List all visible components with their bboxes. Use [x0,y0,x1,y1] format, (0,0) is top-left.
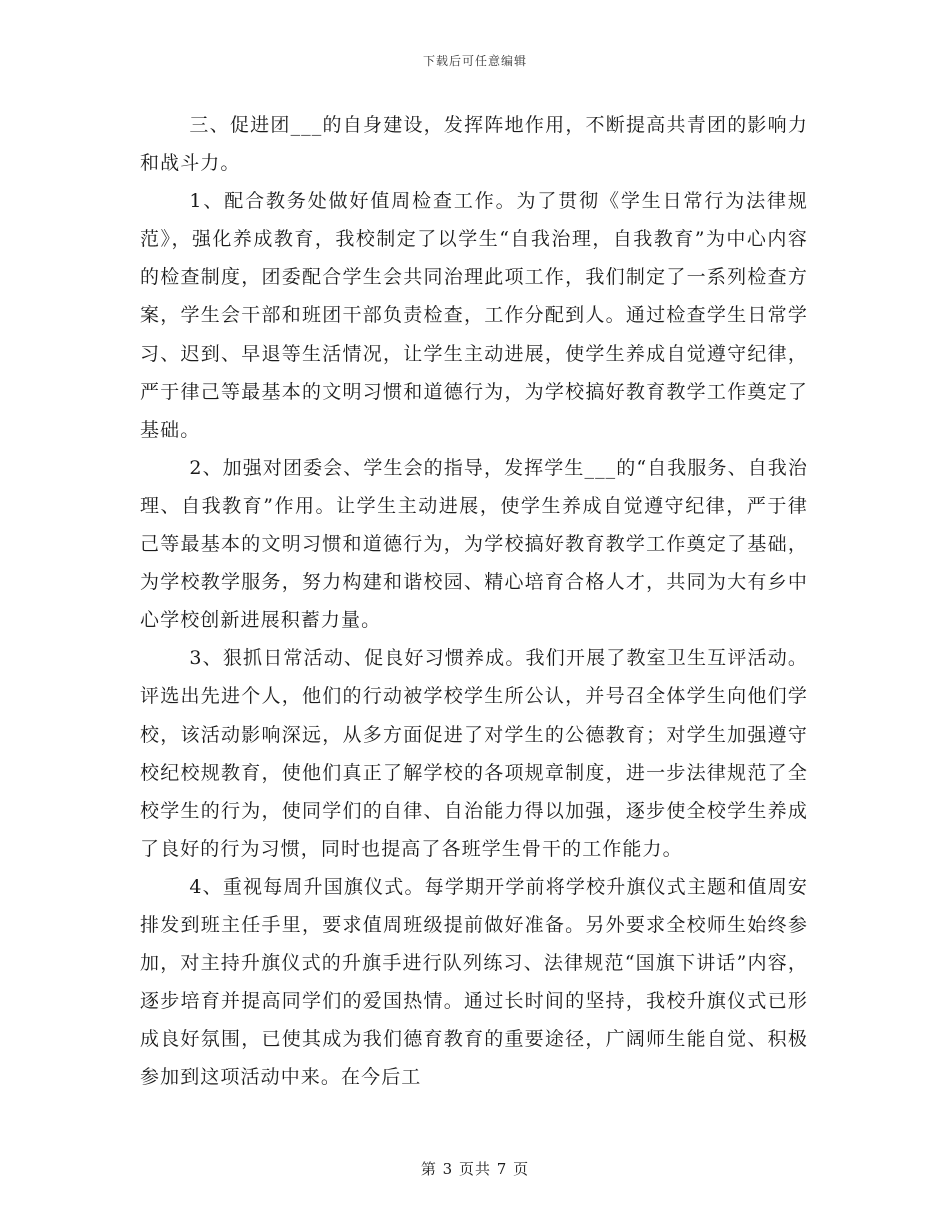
paragraph-item-4: 4、重视每周升国旗仪式。每学期开学前将学校升旗仪式主题和值周安排发到班主任手里，要求值周班级提前做好准备。另外要求全校师生始终参加，对主持升旗仪式的升旗手进行队列练习、法律规范“国旗下讲话”内容，逐步培育并提高同学们的爱国热情。通过长时间的坚持，我校升旗仪式已形成良好氛围，已使其成为我们德育教育的重要途径，广阔师生能自觉、积极参加到这项活动中来。在今后工 [140,875,808,1089]
paragraph-section-three: 三、促进团___的自身建设，发挥阵地作用，不断提高共青团的影响力和战斗力。 [140,114,808,175]
page-number-footer: 第 3 页共 7 页 [420,1160,530,1178]
paragraph-item-2: 2、加强对团委会、学生会的指导，发挥学生___的“自我服务、自我治理、自我教育”作用。让学生主动进展，使学生养成自觉遵守纪律，严于律己等最基本的文明习惯和道德行为，为学校搞好教育教学工作奠定了基础，为学校教学服务，努力构建和谐校园、精心培育合格人才，共同为大有乡中心学校创新进展积蓄力量。 [140,456,808,632]
paragraph-item-3: 3、狠抓日常活动、促良好习惯养成。我们开展了教室卫生互评活动。评选出先进个人，他们的行动被学校学生所公认，并号召全体学生向他们学校，该活动影响深远，从多方面促进了对学生的公德教育；对学生加强遵守校纪校规教育，使他们真正了解学校的各项规章制度，进一步法律规范了全校学生的行为，使同学们的自律、自治能力得以加强，逐步使全校学生养成了良好的行为习惯，同时也提高了各班学生骨干的工作能力。 [140,647,808,860]
document-body [140,106,808,1096]
paragraph-item-1: 1、配合教务处做好值周检查工作。为了贯彻《学生日常行为法律规范》，强化养成教育，我校制定了以学生“自我治理，自我教育”为中心内容的检查制度，团委配合学生会共同治理此项工作，我们制定了一系列检查方案，学生会干部和班团干部负责检查，工作分配到人。通过检查学生日常学习、迟到、早退等生活情况，让学生主动进展，使学生养成自觉遵守纪律，严于律己等最基本的文明习惯和道德行为，为学校搞好教育教学工作奠定了基础。 [140,190,808,441]
page-header-note: 下载后可任意编辑 [422,54,527,68]
